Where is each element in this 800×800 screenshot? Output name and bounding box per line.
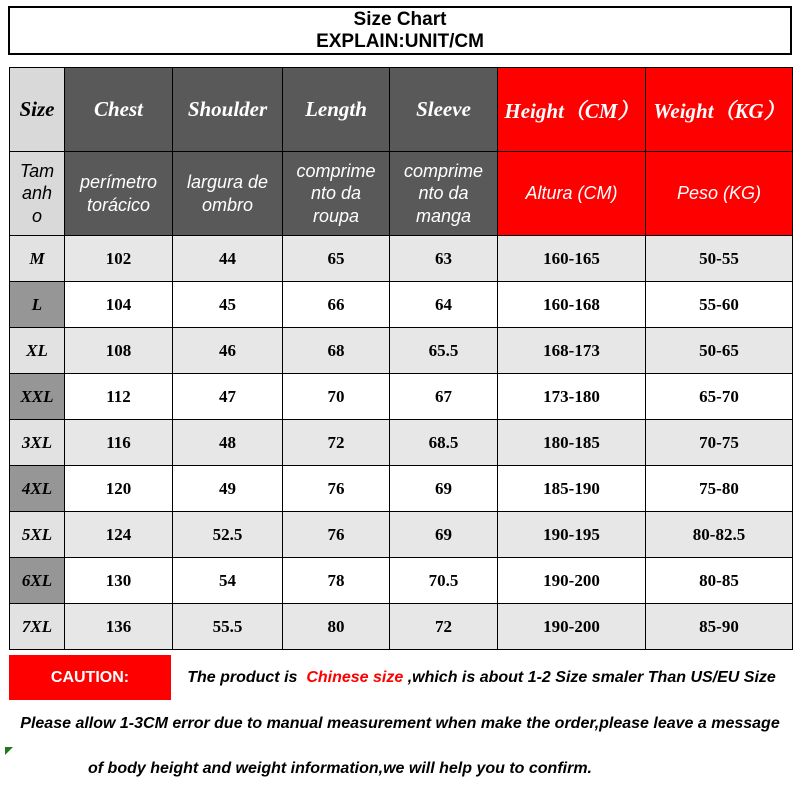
table-row [10, 236, 793, 282]
caution-text-highlight: Chinese size [306, 668, 404, 686]
weight-cell: 55-60 [646, 282, 793, 328]
length-cell: 76 [283, 466, 390, 512]
header-weight-pt: Peso (KG) [646, 152, 793, 236]
caution-text-before: The product is [187, 668, 307, 686]
caution-text [171, 655, 792, 700]
weight-cell: 80-82.5 [646, 512, 793, 558]
weight-cell: 50-55 [646, 236, 793, 282]
height-cell: 160-168 [498, 282, 646, 328]
height-cell: 190-195 [498, 512, 646, 558]
sleeve-cell: 67 [390, 374, 498, 420]
size-cell: XXL [10, 374, 65, 420]
title-box [8, 6, 792, 55]
caution-badge: CAUTION: [9, 655, 171, 700]
height-cell: 173-180 [498, 374, 646, 420]
shoulder-cell: 49 [173, 466, 283, 512]
table-row [10, 374, 793, 420]
header-size: Size [10, 68, 65, 152]
chest-cell: 102 [65, 236, 173, 282]
header-weight: Weight（KG） [646, 68, 793, 152]
weight-cell: 85-90 [646, 604, 793, 650]
weight-cell: 75-80 [646, 466, 793, 512]
shoulder-cell: 46 [173, 328, 283, 374]
header-length: Length [283, 68, 390, 152]
header-sleeve-pt: comprimento da manga [390, 152, 498, 236]
height-cell: 190-200 [498, 558, 646, 604]
size-cell: 3XL [10, 420, 65, 466]
size-cell: 5XL [10, 512, 65, 558]
chest-cell: 120 [65, 466, 173, 512]
shoulder-cell: 48 [173, 420, 283, 466]
length-cell: 72 [283, 420, 390, 466]
shoulder-cell: 47 [173, 374, 283, 420]
sleeve-cell: 64 [390, 282, 498, 328]
height-cell: 180-185 [498, 420, 646, 466]
table-row [10, 604, 793, 650]
sleeve-cell: 72 [390, 604, 498, 650]
table-row [10, 328, 793, 374]
sleeve-cell: 69 [390, 466, 498, 512]
sleeve-cell: 63 [390, 236, 498, 282]
size-cell: XL [10, 328, 65, 374]
table-row [10, 466, 793, 512]
size-cell: L [10, 282, 65, 328]
sleeve-cell: 68.5 [390, 420, 498, 466]
sleeve-cell: 70.5 [390, 558, 498, 604]
table-row [10, 558, 793, 604]
chest-cell: 130 [65, 558, 173, 604]
size-table [9, 67, 793, 650]
header-height-pt: Altura (CM) [498, 152, 646, 236]
measurement-note-line2: of body height and weight information,we will help you to confirm. [88, 760, 592, 777]
weight-cell: 65-70 [646, 374, 793, 420]
sleeve-cell: 69 [390, 512, 498, 558]
chest-cell: 112 [65, 374, 173, 420]
height-cell: 160-165 [498, 236, 646, 282]
weight-cell: 80-85 [646, 558, 793, 604]
header-height: Height（CM） [498, 68, 646, 152]
chest-cell: 116 [65, 420, 173, 466]
length-cell: 78 [283, 558, 390, 604]
chest-cell: 124 [65, 512, 173, 558]
table-row [10, 420, 793, 466]
chest-cell: 108 [65, 328, 173, 374]
length-cell: 65 [283, 236, 390, 282]
size-cell: M [10, 236, 65, 282]
header-chest: Chest [65, 68, 173, 152]
measurement-note-line1: Please allow 1-3CM error due to manual measurement when make the order,please leave a message [20, 715, 780, 732]
length-cell: 76 [283, 512, 390, 558]
green-marker-icon [5, 747, 13, 755]
header-size-pt: Tamanho [10, 152, 65, 236]
shoulder-cell: 55.5 [173, 604, 283, 650]
table-row [10, 282, 793, 328]
size-cell: 7XL [10, 604, 65, 650]
caution-text-after: ,which is about 1-2 Size smaler Than US/EU Size [403, 668, 776, 686]
header-chest-pt: perímetro torácico [65, 152, 173, 236]
length-cell: 70 [283, 374, 390, 420]
caution-row [9, 655, 792, 700]
table-row [10, 512, 793, 558]
length-cell: 68 [283, 328, 390, 374]
weight-cell: 70-75 [646, 420, 793, 466]
table-header-row-en [10, 68, 793, 152]
chest-cell: 104 [65, 282, 173, 328]
length-cell: 80 [283, 604, 390, 650]
height-cell: 185-190 [498, 466, 646, 512]
header-shoulder-pt: largura de ombro [173, 152, 283, 236]
header-length-pt: comprimento da roupa [283, 152, 390, 236]
height-cell: 190-200 [498, 604, 646, 650]
page-title: Size Chart [353, 8, 447, 30]
table-header-row-pt [10, 152, 793, 236]
size-cell: 4XL [10, 466, 65, 512]
page-subtitle: EXPLAIN:UNIT/CM [316, 30, 484, 52]
size-cell: 6XL [10, 558, 65, 604]
header-sleeve: Sleeve [390, 68, 498, 152]
shoulder-cell: 45 [173, 282, 283, 328]
sleeve-cell: 65.5 [390, 328, 498, 374]
height-cell: 168-173 [498, 328, 646, 374]
length-cell: 66 [283, 282, 390, 328]
chest-cell: 136 [65, 604, 173, 650]
header-shoulder: Shoulder [173, 68, 283, 152]
shoulder-cell: 54 [173, 558, 283, 604]
shoulder-cell: 44 [173, 236, 283, 282]
shoulder-cell: 52.5 [173, 512, 283, 558]
weight-cell: 50-65 [646, 328, 793, 374]
